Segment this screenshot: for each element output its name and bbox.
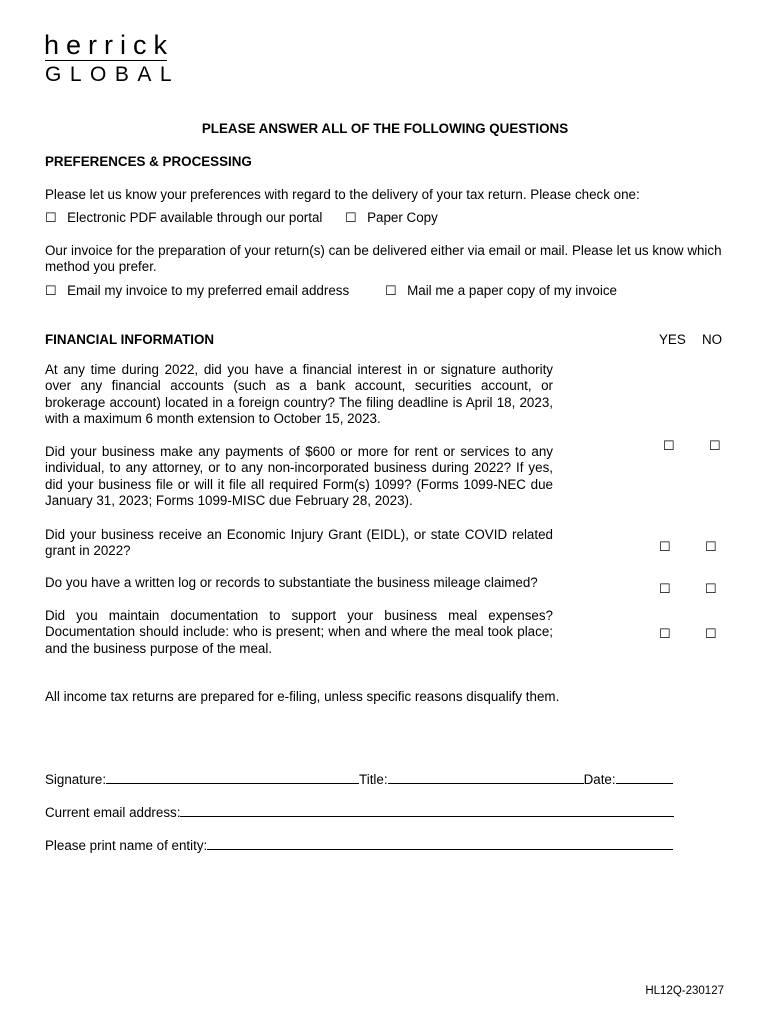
checkbox-email-invoice[interactable]: ☐	[45, 283, 57, 298]
checkbox-yes-meals[interactable]: ☐	[659, 626, 671, 641]
checkbox-paper[interactable]: ☐	[345, 210, 357, 225]
logo-herrick: herrick	[44, 30, 175, 60]
question-foreign-accounts: At any time during 2022, did you have a financial interest in or signature authority over any financial accounts (such as a bank account, securities account, or brokerage account) located in a foreign country? The filing deadline is April 18, 2023, with a maximum 6 month extension to October 15, 2023.	[45, 362, 553, 426]
delivery-question: Please let us know your preferences with regard to the delivery of your tax return. Please check one:	[45, 187, 640, 202]
preferences-section-title: PREFERENCES & PROCESSING	[45, 154, 252, 169]
efile-note: All income tax returns are prepared for e-filing, unless specific reasons disqualify them.	[45, 689, 560, 704]
question-1099-payments: Did your business make any payments of $600 or more for rent or services to any individual, to any attorney, or to any non-incorporated business during 2022? If yes, did your business file or will it file all required Form(s) 1099? (Forms 1099-NEC due January 31, 2023; Forms 1099-MISC due February 28, 2023).	[45, 444, 553, 508]
question-meal-expenses: Did you maintain documentation to support your business meal expenses? Documentation should include: who is present; when and where the meal took place; and the business purpose of the meal.	[45, 608, 553, 656]
signature-row	[45, 771, 673, 788]
logo-divider	[45, 60, 167, 61]
checkbox-no-eidl[interactable]: ☐	[705, 539, 717, 554]
financial-section-title: FINANCIAL INFORMATION	[45, 332, 215, 347]
title-label: Title:	[359, 772, 388, 787]
email-label: Current email address:	[45, 805, 181, 820]
checkbox-no-meals[interactable]: ☐	[705, 626, 717, 641]
email-field[interactable]	[180, 804, 674, 817]
page-title: PLEASE ANSWER ALL OF THE FOLLOWING QUESTIONS	[201, 121, 569, 136]
form-code: HL12Q-230127	[645, 985, 724, 997]
checkbox-pdf[interactable]: ☐	[45, 210, 57, 225]
title-field[interactable]	[388, 771, 584, 784]
email-row	[45, 804, 674, 821]
signature-field[interactable]	[106, 771, 359, 784]
date-field[interactable]	[616, 771, 673, 784]
invoice-option-mail[interactable]	[385, 282, 617, 300]
invoice-option-mail-label: Mail me a paper copy of my invoice	[407, 283, 617, 298]
entity-row	[45, 837, 673, 854]
invoice-option-email[interactable]	[45, 282, 349, 300]
checkbox-no-1099[interactable]: ☐	[709, 438, 721, 453]
delivery-option-pdf[interactable]	[45, 209, 322, 227]
yes-column-header: YES	[659, 332, 686, 347]
invoice-option-email-label: Email my invoice to my preferred email address	[67, 283, 350, 298]
signature-label: Signature:	[45, 772, 107, 787]
logo-global: GLOBAL	[45, 63, 181, 86]
question-mileage-log: Do you have a written log or records to substantiate the business mileage claimed?	[45, 575, 538, 590]
entity-field[interactable]	[207, 837, 673, 850]
checkbox-no-mileage[interactable]: ☐	[705, 581, 717, 596]
delivery-option-pdf-label: Electronic PDF available through our portal	[67, 210, 323, 225]
delivery-option-paper[interactable]	[345, 209, 438, 227]
checkbox-mail-invoice[interactable]: ☐	[385, 283, 397, 298]
question-eidl-grant: Did your business receive an Economic Injury Grant (EIDL), or state COVID related grant in 2022?	[45, 527, 553, 559]
date-label: Date:	[583, 772, 616, 787]
entity-label: Please print name of entity:	[45, 838, 208, 853]
no-column-header: NO	[702, 332, 723, 347]
checkbox-yes-eidl[interactable]: ☐	[659, 539, 671, 554]
checkbox-yes-mileage[interactable]: ☐	[659, 581, 671, 596]
invoice-question: Our invoice for the preparation of your return(s) can be delivered either via email or mail. Please let us know which method you prefer.	[45, 243, 722, 275]
delivery-option-paper-label: Paper Copy	[367, 210, 438, 225]
checkbox-yes-1099[interactable]: ☐	[663, 438, 675, 453]
